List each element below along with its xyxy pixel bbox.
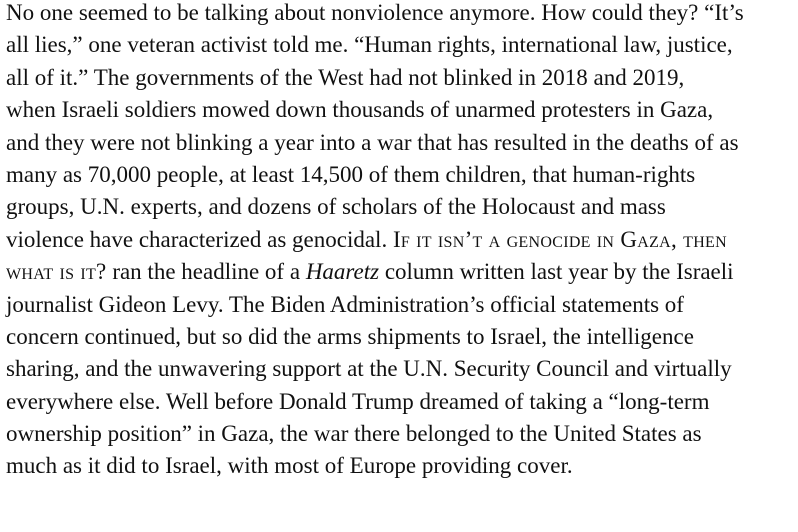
text-segment: ownership position” in Gaza, the war there belonged to the United States as — [6, 421, 702, 447]
text-segment: and they were not blinking a year into a war that has resulted in the deaths of as — [6, 129, 739, 155]
text-segment: many as 70,000 people, at least 14,500 of them children, that human-rights — [6, 161, 696, 187]
text-segment: groups, U.N. experts, and dozens of scholars of the Holocaust and mass — [6, 194, 666, 220]
text-line — [6, 353, 794, 385]
headline-quote: If it isn’t a genocide in Gaza, then — [392, 226, 727, 252]
text-line — [6, 450, 794, 482]
text-line — [6, 224, 794, 256]
text-segment: all of it.” The governments of the West had not blinked in 2018 and 2019, — [6, 64, 685, 90]
text-line — [6, 321, 794, 353]
text-line — [6, 0, 794, 29]
text-segment: journalist Gideon Levy. The Biden Administration’s official statements of — [6, 291, 684, 317]
text-segment: everywhere else. Well before Donald Trump dreamed of taking a “long-term — [6, 388, 710, 414]
text-line — [6, 256, 794, 288]
text-line — [6, 29, 794, 61]
text-line — [6, 289, 794, 321]
publication-name: Haaretz — [305, 259, 380, 285]
text-segment: No one seemed to be talking about nonviolence anymore. How could they? “It’s — [6, 0, 744, 25]
text-segment: much as it did to Israel, with most of Europe providing cover. — [6, 453, 573, 479]
text-line — [6, 159, 794, 191]
text-segment: column written last year by the Israeli — [379, 259, 734, 285]
text-segment: ran the headline of a — [106, 259, 306, 285]
text-line — [6, 62, 794, 94]
text-line — [6, 386, 794, 418]
text-segment: concern continued, but so did the arms shipments to Israel, the intelligence — [6, 323, 694, 349]
text-segment: when Israeli soldiers mowed down thousands of unarmed protesters in Gaza, — [6, 97, 714, 123]
text-line — [6, 127, 794, 159]
text-line — [6, 94, 794, 126]
text-segment: violence have characterized as genocidal. — [6, 226, 393, 252]
text-line — [6, 418, 794, 450]
text-segment: sharing, and the unwavering support at the U.N. Security Council and virtually — [6, 356, 732, 382]
text-segment: all lies,” one veteran activist told me. “Human rights, international law, justice, — [6, 32, 733, 58]
text-line — [6, 191, 794, 223]
headline-quote: what is it? — [6, 259, 107, 285]
